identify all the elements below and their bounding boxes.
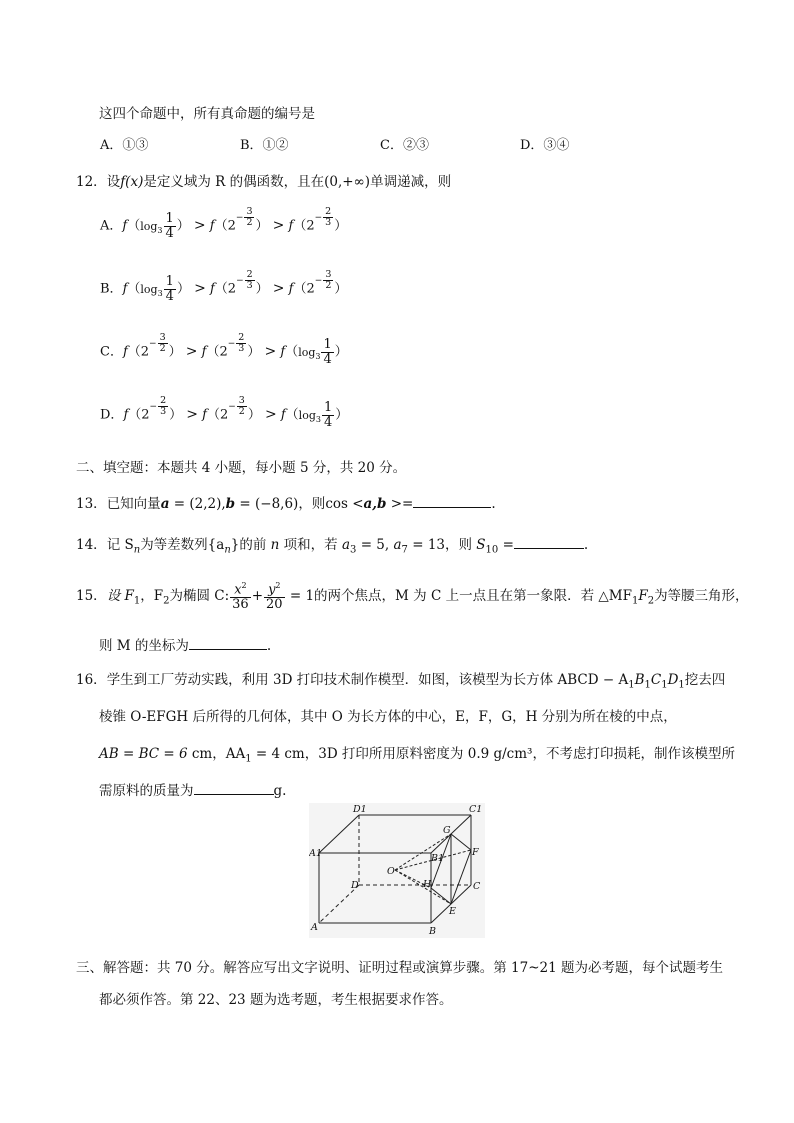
option-label: C．	[100, 344, 123, 360]
q15-text: ，F	[140, 588, 164, 604]
q12-option-c: C．f（2− $\frac{3}{2}$ ） > f（2− $\frac{2}{3}$ ） > $f(\log_3$ $\frac{1}{4}$ ）	[100, 331, 348, 367]
q15-text: x	[234, 582, 242, 598]
q16-line3	[99, 742, 735, 765]
q15-text: 2	[241, 580, 247, 590]
q16-text: 需原料的质量为	[99, 783, 194, 799]
q15-text: .	[266, 638, 272, 654]
q13-text: ，则	[298, 496, 326, 512]
q15-text: y	[268, 582, 276, 598]
q16-text: 1	[628, 679, 635, 691]
vertex-label-A: A	[311, 922, 318, 933]
q12-option-a: A．$f(\log_3$ $\frac{1}{4}$ ） > f（2− $\frac{3}{2}$ ） > f（2− $\frac{2}{3}$ ）	[100, 205, 348, 241]
answer-blank[interactable]	[189, 635, 267, 650]
q11-option-a: A．①③	[100, 138, 149, 153]
q16-text: 1	[644, 679, 651, 691]
q16-line1: 16．学生到工厂劳动实践，利用 3D 打印技术制作模型．如图，该模型为长方体 ABCD − $A_1B_1C_1D_1$挖去四	[76, 672, 726, 691]
edge	[319, 815, 359, 853]
question-number: 14．	[76, 537, 107, 553]
q12-option-d: D．f（2− $\frac{2}{3}$ ） > f（2− $\frac{3}{2}$ ） > $f(\log_3$ $\frac{1}{4}$ ）	[100, 394, 349, 430]
q14-text: a	[341, 537, 351, 553]
question-number: 16．	[76, 672, 107, 688]
question-number: 12．	[76, 174, 107, 190]
q14-text: .	[583, 537, 589, 553]
q14-text: n	[270, 537, 280, 553]
q11-option-c: C．②③	[380, 138, 429, 153]
q12-option-b: B．$f(\log_3$ $\frac{1}{4}$ ） > f（2− $\frac{2}{3}$ ） > f（2− $\frac{3}{2}$ ）	[100, 268, 348, 304]
q12-stem-text: 设	[106, 174, 121, 190]
q14-text: 3	[350, 544, 357, 556]
q15-text: 则 M 的坐标为	[99, 638, 189, 654]
q15-text: 1	[133, 595, 141, 607]
q14-text: =	[498, 537, 514, 553]
q14-text: 为等差数列{a	[140, 537, 225, 553]
vertex-label-F: F	[472, 847, 479, 858]
vector-a: a	[160, 496, 170, 512]
q14-text: 项和，若	[279, 537, 342, 553]
option-label: D．	[100, 407, 124, 423]
q14-text: ，则	[445, 537, 477, 553]
vertex-label-E: E	[449, 906, 456, 917]
q15-text: 2	[647, 595, 655, 607]
q15-text: 20	[266, 596, 283, 612]
vector-b: b	[225, 496, 236, 512]
q14-text: }的前	[230, 537, 271, 553]
q11-option-d: D．③④	[520, 138, 570, 153]
vertex-label-B: B	[429, 926, 436, 937]
q14	[76, 533, 588, 556]
q15-text: 设 F	[106, 588, 134, 604]
section-3-line1: 三、解答题：共 70 分。解答应写出文字说明、证明过程或演算步骤。第 17~21 题为必考题，每个试题考生	[76, 960, 724, 976]
q12-stem-text: 单调递减，则	[370, 174, 452, 190]
q15-text: = 1	[285, 588, 315, 604]
q16-text: 1	[678, 679, 685, 691]
q13-text: = (2,2),	[169, 496, 226, 512]
q16-line2: 棱锥 O-EFGH 后所得的几何体，其中 O 为长方体的中心，E，F，G，H 分别为所在棱的中点，	[99, 709, 677, 725]
cuboid-diagram	[309, 803, 485, 938]
q14-text: n	[133, 544, 141, 556]
answer-blank[interactable]	[194, 780, 274, 795]
vertex-label-D: D	[351, 880, 359, 891]
answer-blank[interactable]	[514, 534, 584, 549]
option-label: B．	[100, 281, 123, 297]
q16-text: 挖去四	[684, 672, 726, 688]
q15-text: 2	[275, 580, 281, 590]
q15-text: +	[251, 588, 264, 604]
apex-line	[395, 834, 451, 870]
q14-text: = 5,	[356, 537, 394, 553]
cuboid-figure	[309, 803, 485, 938]
q16-text: cm，AA	[187, 746, 246, 762]
q12-function: f(x)	[120, 174, 144, 190]
q13	[76, 492, 496, 512]
q14-text: 记 S	[106, 537, 134, 553]
question-number: 15．	[76, 588, 107, 604]
vertex-label-A1: A1	[309, 848, 322, 859]
q12-stem-text: 是定义域为 R 的偶函数，且在	[143, 174, 325, 190]
question-number: 13．	[76, 496, 107, 512]
q16-text: = 4	[251, 746, 281, 762]
answer-blank[interactable]	[413, 493, 491, 508]
vertex-label-C1: C1	[469, 804, 483, 815]
q16-text: cm，3D 打印所用原料密度为 0.9 g/cm³，不考虑打印损耗，制作该模型所	[280, 746, 735, 762]
q15-line2	[99, 634, 271, 654]
q16-text: 1	[661, 679, 668, 691]
q13-text: 已知向量	[106, 496, 161, 512]
pyramid-edge	[451, 834, 471, 850]
q11-tail-text: 这四个命题中，所有真命题的编号是	[99, 106, 315, 122]
vertex-label-G: G	[443, 825, 451, 836]
q14-text: n	[224, 544, 231, 556]
q16-text: 学生到工厂劳动实践，利用 3D 打印技术制作模型．如图，该模型为长方体 ABCD − A	[106, 672, 629, 688]
q16-text: 1	[245, 753, 252, 765]
q16-text: g.	[273, 783, 287, 799]
q11-option-b: B．①②	[240, 138, 289, 153]
vertex-label-D1: D1	[353, 804, 367, 815]
q15-text: 为椭圆 C:	[169, 588, 230, 604]
q13-text: >=	[386, 496, 414, 512]
q14-text: = 13	[407, 537, 445, 553]
q13-text: cos <	[325, 496, 364, 512]
q16-line4	[99, 779, 286, 799]
q13-text: a,b	[363, 496, 387, 512]
q13-text: .	[491, 496, 496, 512]
q15-text: 1	[631, 595, 639, 607]
q14-text: S	[476, 537, 486, 553]
q15-text: 的两个焦点，M 为 C 上一点且在第一象限．若 △MF	[314, 588, 632, 604]
pyramid-edge	[451, 850, 471, 904]
vertex-label-C: C	[473, 881, 481, 892]
q15-text: F	[638, 588, 648, 604]
q16-text: AB = BC = 6	[99, 746, 188, 762]
q15-text: 2	[163, 595, 170, 607]
section-3-line2: 都必须作答。第 22、23 题为选考题，考生根据要求作答。	[99, 992, 453, 1008]
q14-text: 7	[401, 544, 408, 556]
q14-text: a	[393, 537, 402, 553]
vertex-label-B1: B1	[431, 853, 445, 864]
center-label-O: O	[387, 866, 395, 877]
q12-stem	[76, 170, 451, 190]
q15-text: 为等腰三角形，	[654, 588, 749, 604]
section-2-heading: 二、填空题：本题共 4 小题，每小题 5 分，共 20 分。	[76, 460, 407, 476]
q13-text: = (−8,6)	[235, 496, 299, 512]
option-label: A．	[100, 218, 123, 234]
q15-line1	[76, 574, 749, 624]
q12-interval: (0,+∞)	[324, 174, 371, 190]
vertex-label-H: H	[423, 879, 432, 890]
q15-text: 36	[232, 596, 249, 612]
q14-text: 10	[485, 544, 499, 556]
